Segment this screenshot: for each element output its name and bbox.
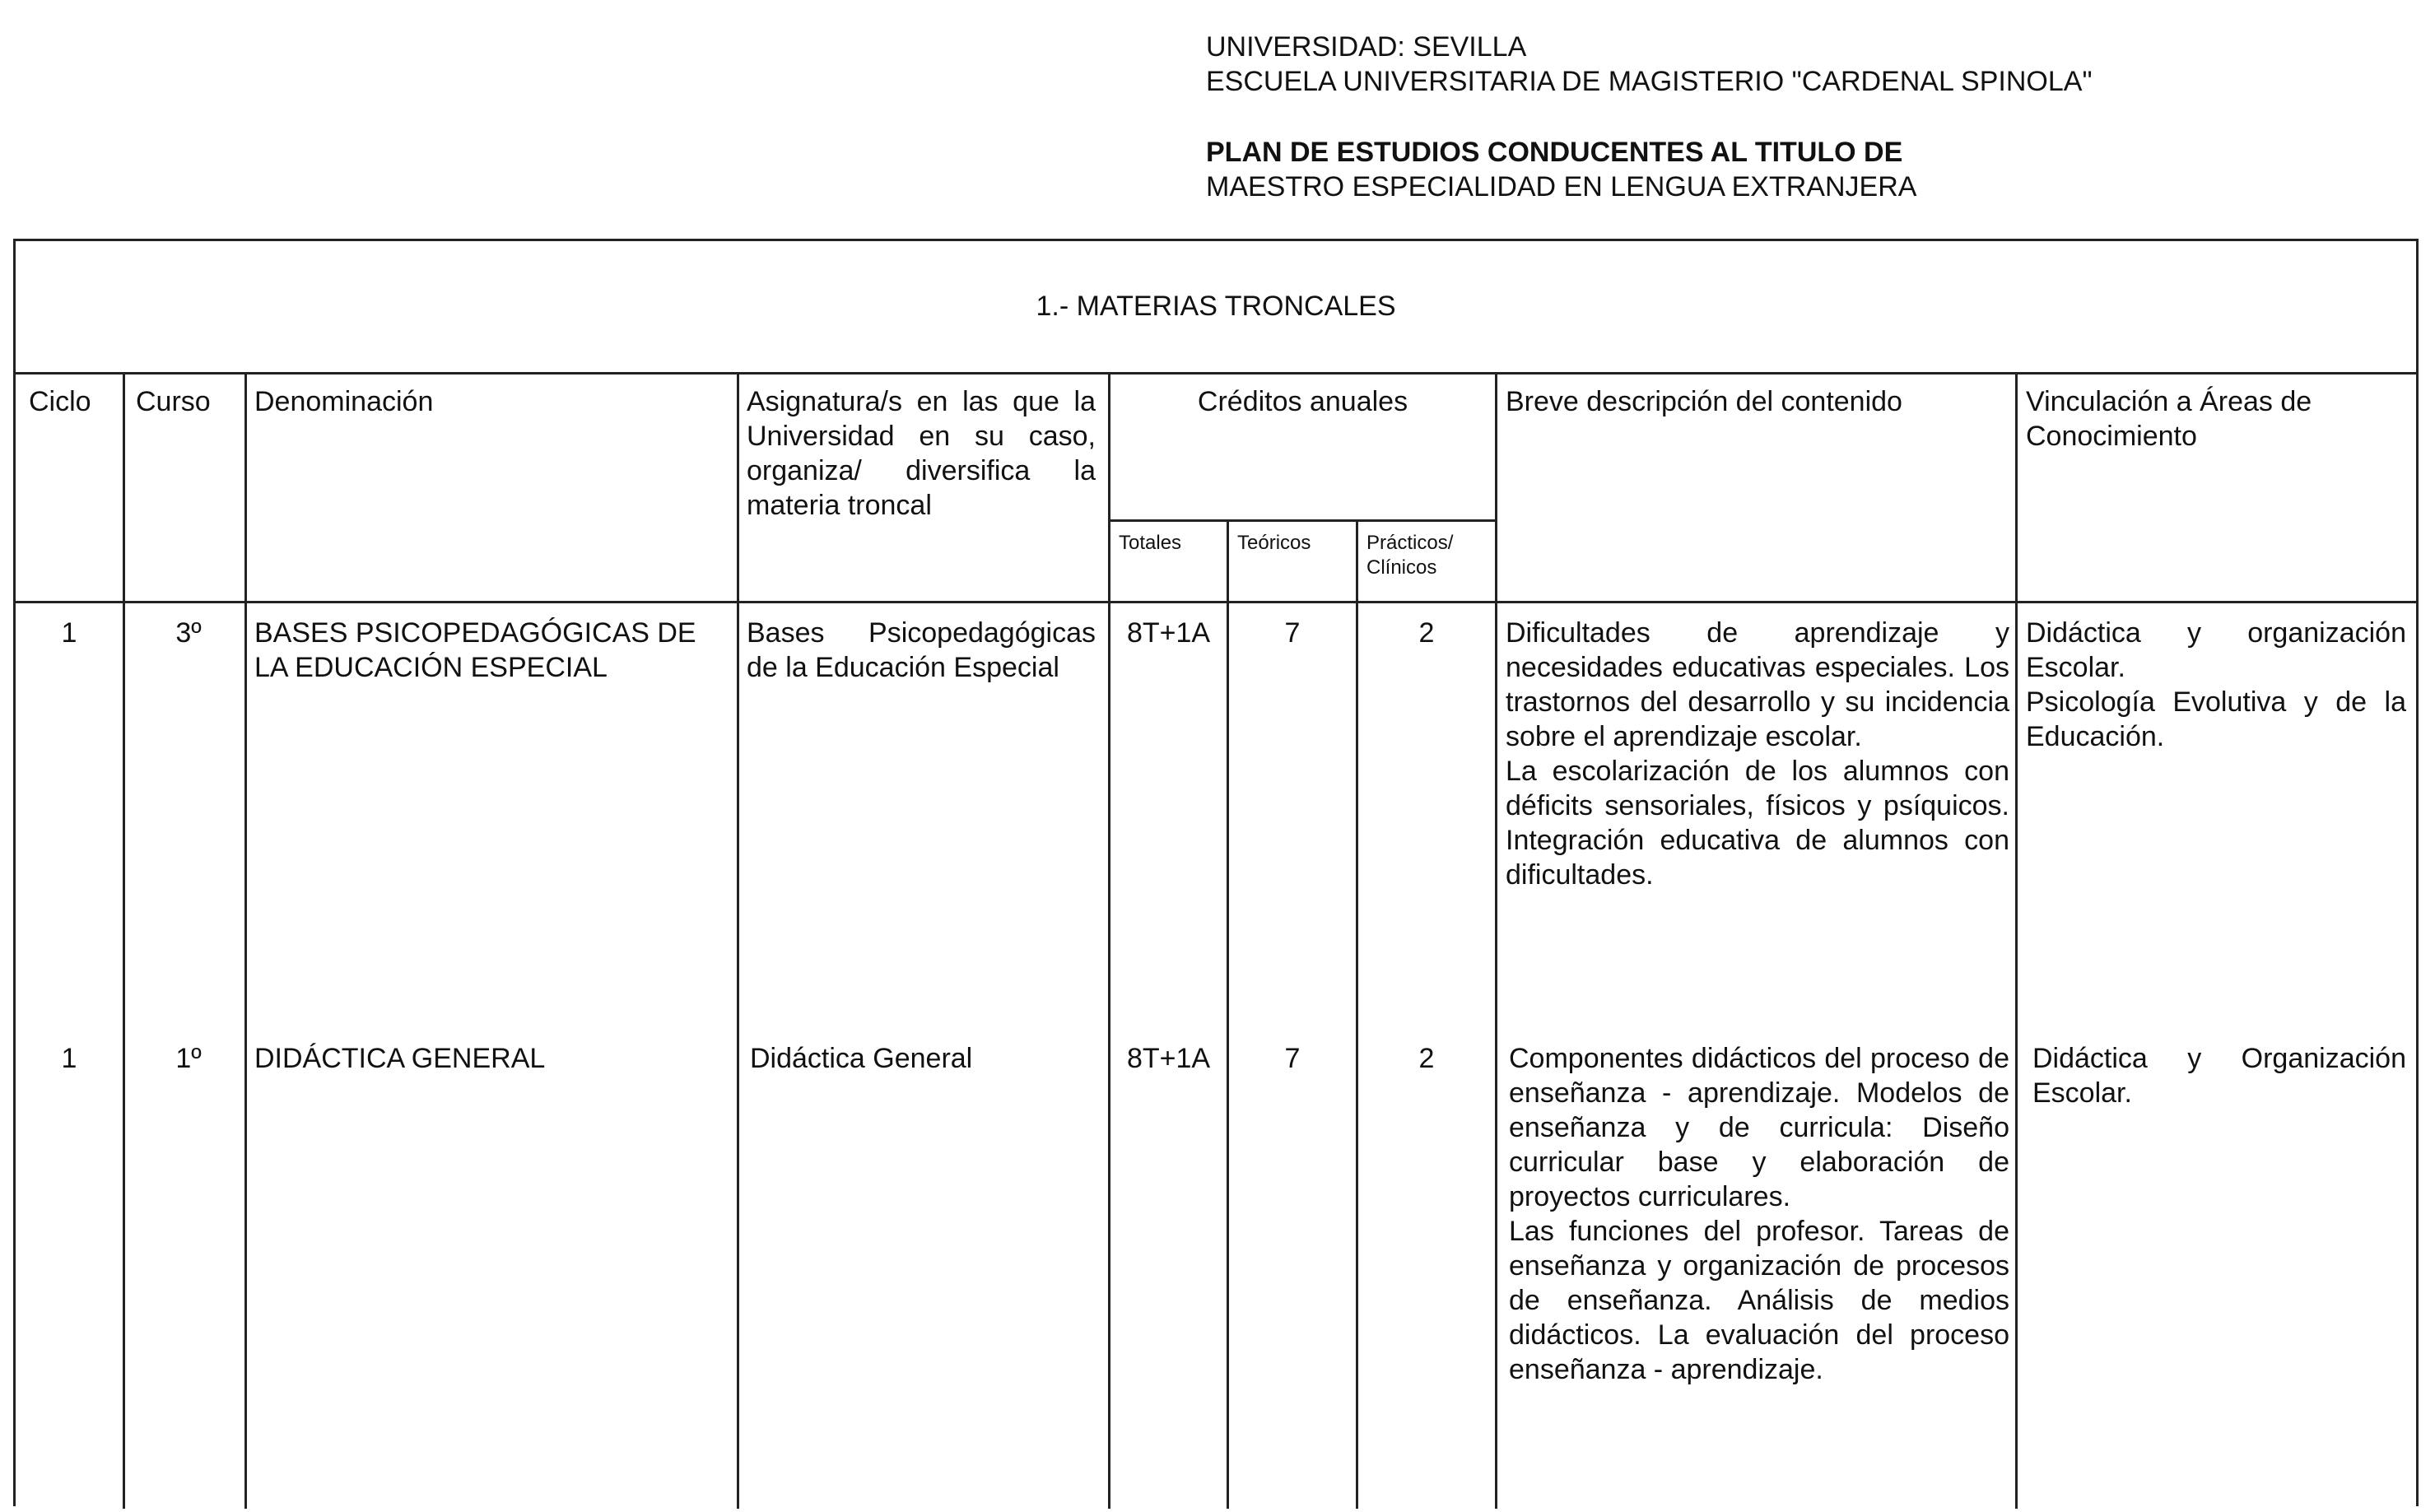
plan-title: PLAN DE ESTUDIOS CONDUCENTES AL TITULO DE — [1206, 137, 1903, 168]
row2-curso: 1º — [175, 1043, 202, 1074]
university-name: UNIVERSIDAD: SEVILLA — [1206, 31, 1527, 63]
col-header-creditos: Créditos anuales — [1197, 386, 1408, 417]
row1-vinculacion — [2026, 616, 2406, 754]
col-header-asignaturas: Asignatura/s en las que la Universidad en su caso, organiza/ diversifica la materia troncal — [747, 386, 1096, 521]
col-header-descripcion: Breve descripción del contenido — [1506, 386, 1902, 417]
row2-totales: 8T+1A — [1126, 1043, 1211, 1074]
row2-vinculacion — [2032, 1041, 2406, 1110]
row2-denominacion: DIDÁCTICA GENERAL — [254, 1043, 546, 1074]
row1-ciclo: 1 — [61, 617, 77, 649]
row2-descripcion-p1: Componentes didácticos del proceso de enseñanza - aprendizaje. Modelos de enseñanza y de curricula: Diseño curricular base y elaboración de proyectos curriculares. — [1509, 1043, 2009, 1212]
subjects-table — [13, 239, 2419, 1506]
row1-vinculacion-1: Didáctica y organización Escolar. — [2026, 617, 2406, 683]
row1-descripcion-p2: La escolarización de los alumnos con déficits sensoriales, físicos y psíquicos. Integración educativa de alumnos con dificultades. — [1506, 756, 2009, 891]
row1-descripcion-p1: Dificultades de aprendizaje y necesidades educativas especiales. Los trastornos del desarrollo y su incidencia sobre el aprendizaje escolar. — [1506, 617, 2009, 752]
col-header-vinculacion: Vinculación a Áreas de Conocimiento — [2026, 386, 2312, 452]
col-header-totales: Totales — [1119, 532, 1182, 554]
col-header-denominacion: Denominación — [254, 386, 434, 417]
section-title: 1.- MATERIAS TRONCALES — [16, 241, 2416, 375]
row2-descripcion — [1509, 1041, 2009, 1387]
school-name: ESCUELA UNIVERSITARIA DE MAGISTERIO "CARDENAL SPINOLA" — [1206, 66, 2093, 97]
row2-descripcion-p2: Las funciones del profesor. Tareas de enseñanza y organización de procesos de enseñanza. Análisis de medios didácticos. La evaluación del proceso enseñanza - aprendizaje. — [1509, 1216, 2009, 1385]
row2-ciclo: 1 — [61, 1043, 77, 1074]
document-header — [1206, 30, 2093, 204]
row2-asignatura: Didáctica General — [750, 1043, 973, 1074]
row1-vinculacion-2: Psicología Evolutiva y de la Educación. — [2026, 686, 2406, 752]
col-header-teoricos: Teóricos — [1237, 532, 1311, 554]
row1-curso: 3º — [175, 617, 202, 649]
row1-teoricos: 7 — [1284, 617, 1301, 649]
row2-vinculacion-1: Didáctica y Organización Escolar. — [2032, 1043, 2406, 1109]
row1-descripcion — [1506, 616, 2009, 892]
row1-denominacion: BASES PSICOPEDAGÓGICAS DE LA EDUCACIÓN ESPECIAL — [254, 617, 696, 683]
col-header-curso: Curso — [136, 386, 211, 417]
row1-asignatura: Bases Psicopedagógicas de la Educación Especial — [747, 617, 1096, 683]
row2-practicos: 2 — [1418, 1043, 1435, 1074]
col-header-ciclo: Ciclo — [29, 386, 91, 417]
row2-teoricos: 7 — [1284, 1043, 1301, 1074]
plan-specialty: MAESTRO ESPECIALIDAD EN LENGUA EXTRANJERA — [1206, 171, 1917, 202]
row1-totales: 8T+1A — [1126, 617, 1211, 649]
row1-practicos: 2 — [1418, 617, 1435, 649]
col-header-practicos: Prácticos/ Clínicos — [1366, 532, 1454, 579]
